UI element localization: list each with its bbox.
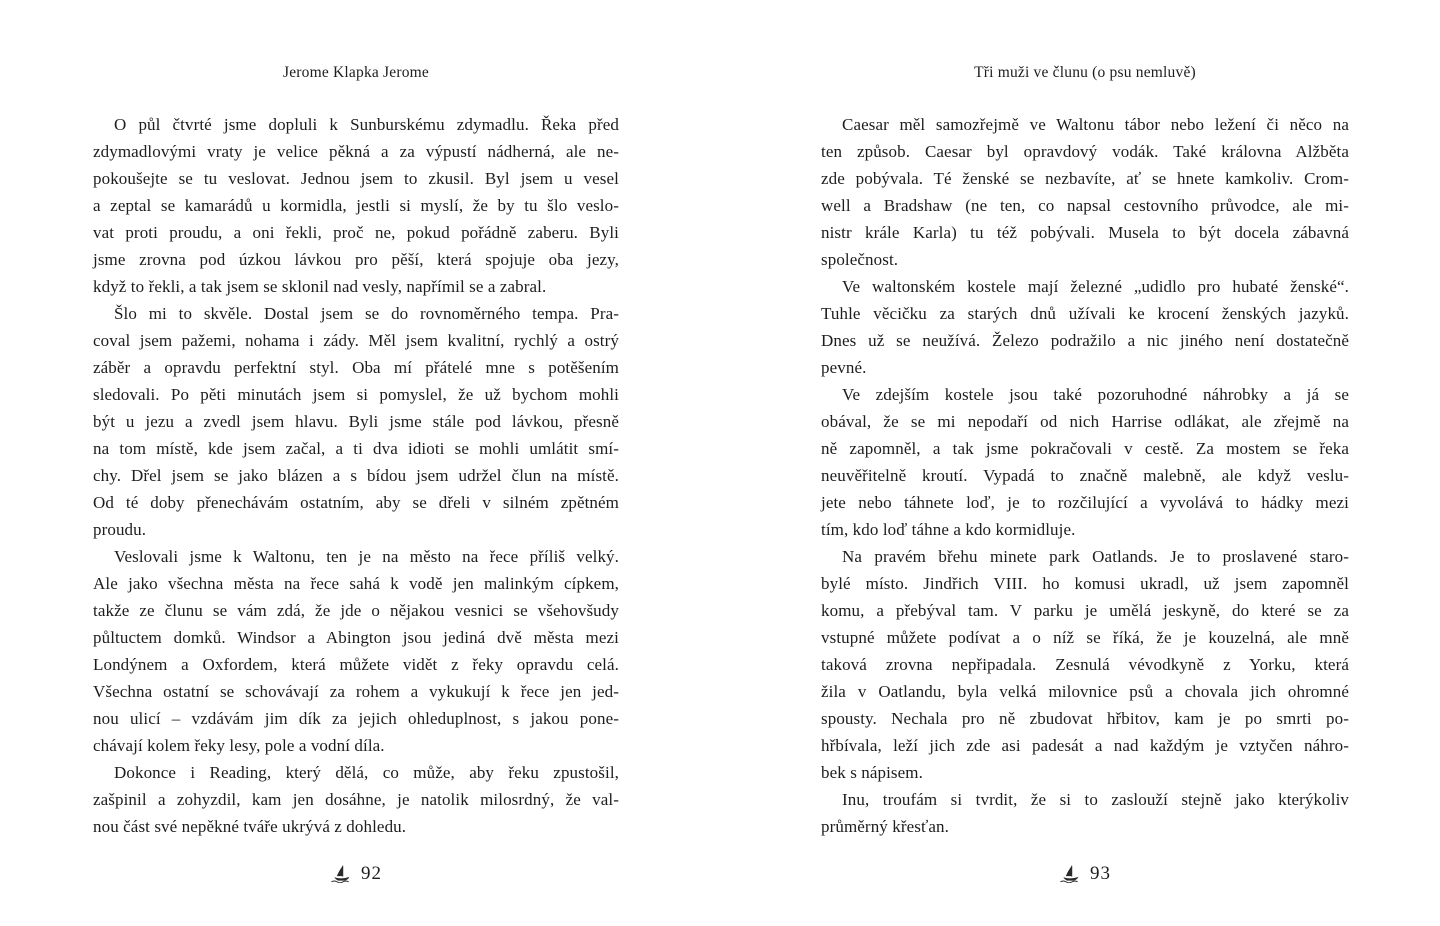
- text-line: bek s nápisem.: [821, 763, 923, 782]
- text-line: takže ze člunu se vám zdá, že jde o nějakou vesnici se všehovšudy: [93, 601, 619, 620]
- sailboat-icon: [1059, 865, 1082, 883]
- page-right-text: [821, 111, 1349, 840]
- text-line: když to řekli, a tak jsem se sklonil nad vesly, napřímil se a zabral.: [93, 277, 547, 296]
- page-right-footer: [821, 858, 1349, 890]
- text-line: Veslovali jsme k Waltonu, ten je na město na řece příliš velký.: [114, 547, 619, 566]
- text-line: na tom místě, kde jsem začal, a ti dva idioti se mohli umlátit smí-: [93, 439, 619, 458]
- text-line: hřbívala, leží jich zde asi padesát a nad každým je vztyčen náhro-: [821, 736, 1349, 755]
- page-left-text: [93, 111, 619, 840]
- paragraph: [821, 543, 1349, 786]
- text-line: sledovali. Po pěti minutách jsem si pomyslel, že už bychom mohli: [93, 385, 619, 404]
- text-line: spousty. Nechala pro ně zbudovat hřbitov, kam je po smrti po-: [821, 709, 1349, 728]
- running-head-author: Jerome Klapka Jerome: [282, 64, 430, 81]
- paragraph: [821, 111, 1349, 273]
- text-line: vat proti proudu, a oni řekli, proč ne, pokud pořádně zaberu. Byli: [93, 223, 619, 242]
- text-line: Ale jako všechna města na řece sahá k vodě jen malinkým cípkem,: [93, 574, 619, 593]
- text-line: well a Bradshaw (ne ten, co napsal cestovního průvodce, ale mi-: [821, 196, 1349, 215]
- paragraph: [821, 786, 1349, 840]
- text-line: taková zrovna nepřipadala. Zesnulá vévodkyně z Yorku, která: [821, 655, 1349, 674]
- text-line: bylé místo. Jindřich VIII. ho komusi ukradl, už jsem zapomněl: [821, 574, 1349, 593]
- text-line: proudu.: [93, 520, 147, 539]
- text-line: vstupné můžete podívat a o níž se říká, že je kouzelná, ale mně: [821, 628, 1349, 647]
- page-number-left: 92: [361, 863, 382, 884]
- page-left-footer: [93, 858, 619, 890]
- text-line: Inu, troufám si tvrdit, že si to zaslouží stejně jako kterýkoliv: [842, 790, 1349, 809]
- text-line: jete nebo táhnete loď, je to rozčilující a vyvolává to hádky mezi: [821, 493, 1349, 512]
- text-line: Dokonce i Reading, který dělá, co může, aby řeku zpustošil,: [114, 763, 619, 782]
- paragraph: [93, 111, 619, 300]
- text-line: pokoušejte se tu veslovat. Jednou jsem to zkusil. Byl jsem u vesel: [93, 169, 619, 188]
- paragraph: [821, 273, 1349, 381]
- text-line: Na pravém břehu minete park Oatlands. Je to proslavené staro-: [842, 547, 1349, 566]
- text-line: Od té doby přenechávám ostatním, aby se dřeli v silném zpětném: [93, 493, 619, 512]
- text-line: Všechna ostatní se schovávají za rohem a vykukují k řece jen jed-: [93, 682, 619, 701]
- text-line: Londýnem a Oxfordem, která můžete vidět z řeky opravdu celá.: [93, 655, 619, 674]
- text-line: zašpinil a zohyzdil, kam jen dosáhne, je natolik milosrdný, že val-: [93, 790, 619, 809]
- text-line: O půl čtvrté jsme dopluli k Sunburskému zdymadlu. Řeka před: [114, 115, 619, 134]
- text-line: Ve zdejším kostele jsou také pozoruhodné náhrobky a já se: [842, 385, 1349, 404]
- text-line: chy. Dřel jsem se jako blázen a s bídou jsem udržel člun na místě.: [93, 466, 619, 485]
- text-line: neuvěřitelně kroutí. Vypadá to značně malebně, ale když veslu-: [821, 466, 1349, 485]
- text-line: a zeptal se kamarádů u kormidla, jestli si myslí, že by tu šlo veslo-: [93, 196, 619, 215]
- text-line: žila v Oatlandu, byla velká milovnice psů a chovala jich ohromné: [821, 682, 1349, 701]
- paragraph: [93, 759, 619, 840]
- text-line: záběr a opravdu perfektní styl. Oba mí přátelé mne s potěšením: [93, 358, 619, 377]
- text-line: jsme zrovna pod úzkou lávkou pro pěší, která spojuje oba jezy,: [93, 250, 619, 269]
- text-line: komu, a přebýval tam. V parku je umělá jeskyně, do které se za: [821, 601, 1349, 620]
- text-line: chávají kolem řeky lesy, pole a vodní díla.: [93, 736, 385, 755]
- text-line: tím, kdo loď táhne a kdo kormidluje.: [821, 520, 1076, 539]
- text-line: zde pobývala. Té ženské se nezbavíte, ať se hnete kamkoliv. Crom-: [821, 169, 1349, 188]
- text-line: půltuctem domků. Windsor a Abington jsou jediná dvě města mezi: [93, 628, 619, 647]
- text-line: ně zapomněl, a tak jsme pokračovali v cestě. Za mostem se řeka: [821, 439, 1349, 458]
- text-line: Caesar měl samozřejmě ve Waltonu tábor nebo ležení či něco na: [842, 115, 1349, 134]
- page-number-right: 93: [1090, 863, 1111, 884]
- sailboat-icon: [330, 865, 353, 883]
- page-left: [93, 0, 619, 926]
- text-line: pevné.: [821, 358, 867, 377]
- text-line: zdymadlovými vraty je velice pěkná a za výpustí nádherná, ale ne-: [93, 142, 619, 161]
- text-line: Šlo mi to skvěle. Dostal jsem se do rovnoměrného tempa. Pra-: [114, 304, 619, 323]
- text-line: Tuhle věcičku za starých dnů užívali ke krocení ženských jazyků.: [821, 304, 1349, 323]
- text-line: coval jsem pažemi, nohama i zády. Měl jsem kvalitní, rychlý a ostrý: [93, 331, 619, 350]
- text-line: obával, že se mi nepodaří od nich Harrise odlákat, ale zřejmě na: [821, 412, 1349, 431]
- paragraph: [821, 381, 1349, 543]
- text-line: nou část své nepěkné tváře ukrývá z dohledu.: [93, 817, 407, 836]
- text-line: nou ulicí – vzdávám jim dík za jejich ohleduplnost, s jakou pone-: [93, 709, 619, 728]
- text-line: nistr krále Karla) tu též pobývali. Musela to být docela zábavná: [821, 223, 1349, 242]
- text-line: Dnes už se neužívá. Železo podražilo a nic jiného není dostatečně: [821, 331, 1349, 350]
- text-line: společnost.: [821, 250, 899, 269]
- text-line: ten způsob. Caesar byl opravdový vodák. Také královna Alžběta: [821, 142, 1349, 161]
- text-line: Ve waltonském kostele mají železné „udidlo pro hubaté ženské“.: [842, 277, 1349, 296]
- paragraph: [93, 300, 619, 543]
- paragraph: [93, 543, 619, 759]
- text-line: být u jezu a zvedl jsem hlavu. Byli jsme stále pod lávkou, přesně: [93, 412, 619, 431]
- text-line: průměrný křesťan.: [821, 817, 949, 836]
- running-head-title: Tři muži ve člunu (o psu nemluvě): [974, 64, 1196, 81]
- page-right: [821, 0, 1349, 926]
